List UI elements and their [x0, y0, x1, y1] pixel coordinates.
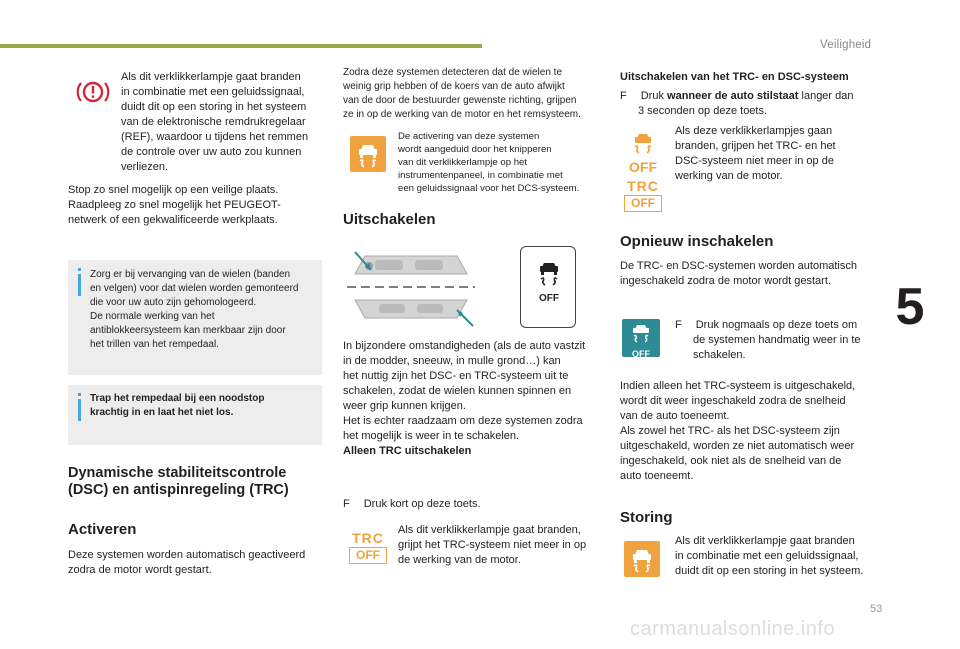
heading-uitschakelen: Uitschakelen — [343, 211, 436, 228]
alert-text: Als dit verklikkerlampje gaat branden in combinatie met een geluidssignaal, duidt dit op een storing in het systeem van de elektronische remdrukregelaar (REF), waardoor u tijdens het remmen de controle over uw auto zou kunnen verliezen. — [121, 71, 309, 173]
trc-off-icon: TRC OFF — [349, 531, 387, 567]
chapter-number: 5 — [895, 278, 925, 336]
alleen-trc-label: Alleen TRC uitschakelen — [343, 445, 472, 457]
heading-storing: Storing — [620, 509, 673, 526]
trc-off-icon: TRC OFF — [624, 179, 662, 215]
indien-text: Indien alleen het TRC-systeem is uitgeschakeld, wordt dit weer ingeschakeld zodra de snelheid van de auto toeneemt. Als zowel het TRC- als het DSC-systeem zijn uitgeschakeld, worden ze niet automatisch weer ingeschakeld, ook niet als de snelheid van de auto toeneemt. — [620, 380, 856, 482]
col2-intro: Zodra deze systemen detecteren dat de wielen te weinig grip hebben of de koers van de auto afwijkt van de door de bestuurder gewenste richting, grijpen ze in op de werking van de motor en het remsysteem. — [343, 67, 581, 120]
col2-bullet: F Druk kort op deze toets. — [343, 498, 481, 510]
dashboard-diagram — [345, 244, 478, 330]
off-text: Als deze verklikkerlampjes gaan branden, grijpen het TRC- en het DSC-systeem niet meer in op de werking van de motor. — [675, 125, 836, 182]
heading-dsc: Dynamische stabiliteitscontrole (DSC) en antispinregeling (TRC) — [68, 465, 289, 498]
opnieuw-text: De TRC- en DSC-systemen worden automatisch ingeschakeld zodra de motor wordt gestart. — [620, 260, 857, 287]
activeren-text: Deze systemen worden automatisch geactiveerd zodra de motor wordt gestart. — [68, 549, 306, 576]
col3-bullet: F Druk wanneer de auto stilstaat langer dan 3 seconden op deze toets. — [620, 90, 854, 117]
col3-bullet2: F Druk nogmaals op deze toets om de systemen handmatig weer in te schakelen. — [675, 319, 861, 361]
off-label: OFF — [539, 293, 559, 304]
teal-skid-off-icon: OFF — [622, 319, 660, 357]
section-title: Veiligheid — [820, 39, 872, 51]
storing-text: Als dit verklikkerlampje gaat branden in combinatie met een geluidssignaal, duidt dit op een storing in het systeem. — [675, 535, 864, 577]
watermark: carmanualsonline.info — [630, 618, 836, 640]
heading-activeren: Activeren — [68, 521, 137, 538]
info-icon — [78, 399, 81, 421]
icon-note: De activering van deze systemen wordt aangeduid door het knipperen van dit verklikkerlampje op het instrumentenpaneel, in combinatie met een geluidssignaal voor het DCS-systeem. — [398, 131, 580, 194]
info-box-emergency: Trap het rempedaal bij een noodstop krachtig in en laat het niet los. — [68, 385, 322, 445]
brake-warning-icon — [76, 78, 110, 106]
col2-body: In bijzondere omstandigheden (als de auto vastzit in de modder, sneeuw, in mulle grond…) kan het nuttig zijn het DSC- en TRC-systeem uit te schakelen, zodat de wielen kunnen spinnen en weer grip kunnen krijgen. Het is echter raadzaam om deze systemen zodra het mogelijk is weer in te schakelen. Alleen TRC uitschakelen — [343, 339, 608, 459]
info-box-wheels: Zorg er bij vervanging van de wielen (banden en velgen) voor dat wielen worden gemonteerd die voor uw auto zijn gehomologeerd. De normale werking van het antiblokkeersysteem kan merkbaar zijn door het trillen van het rempedaal. — [68, 260, 322, 375]
info-icon — [78, 274, 81, 296]
skid-off-icon: OFF — [626, 129, 660, 169]
heading-uit-trc-dsc: Uitschakelen van het TRC- en DSC-systeem — [620, 71, 849, 83]
skid-car-icon — [521, 247, 577, 297]
skid-car-icon — [624, 541, 660, 577]
header-accent-bar — [0, 44, 482, 48]
heading-opnieuw: Opnieuw inschakelen — [620, 233, 774, 250]
page-number: 53 — [870, 603, 883, 615]
esp-off-button — [520, 246, 576, 328]
stop-text: Stop zo snel mogelijk op een veilige plaats. Raadpleeg zo snel mogelijk het PEUGEOT- netwerk of een gekwalificeerde werkplaats. — [68, 184, 281, 226]
skid-car-icon — [350, 136, 386, 172]
trc-text: Als dit verklikkerlampje gaat branden, grijpt het TRC-systeem niet meer in op de werking van de motor. — [398, 524, 587, 566]
